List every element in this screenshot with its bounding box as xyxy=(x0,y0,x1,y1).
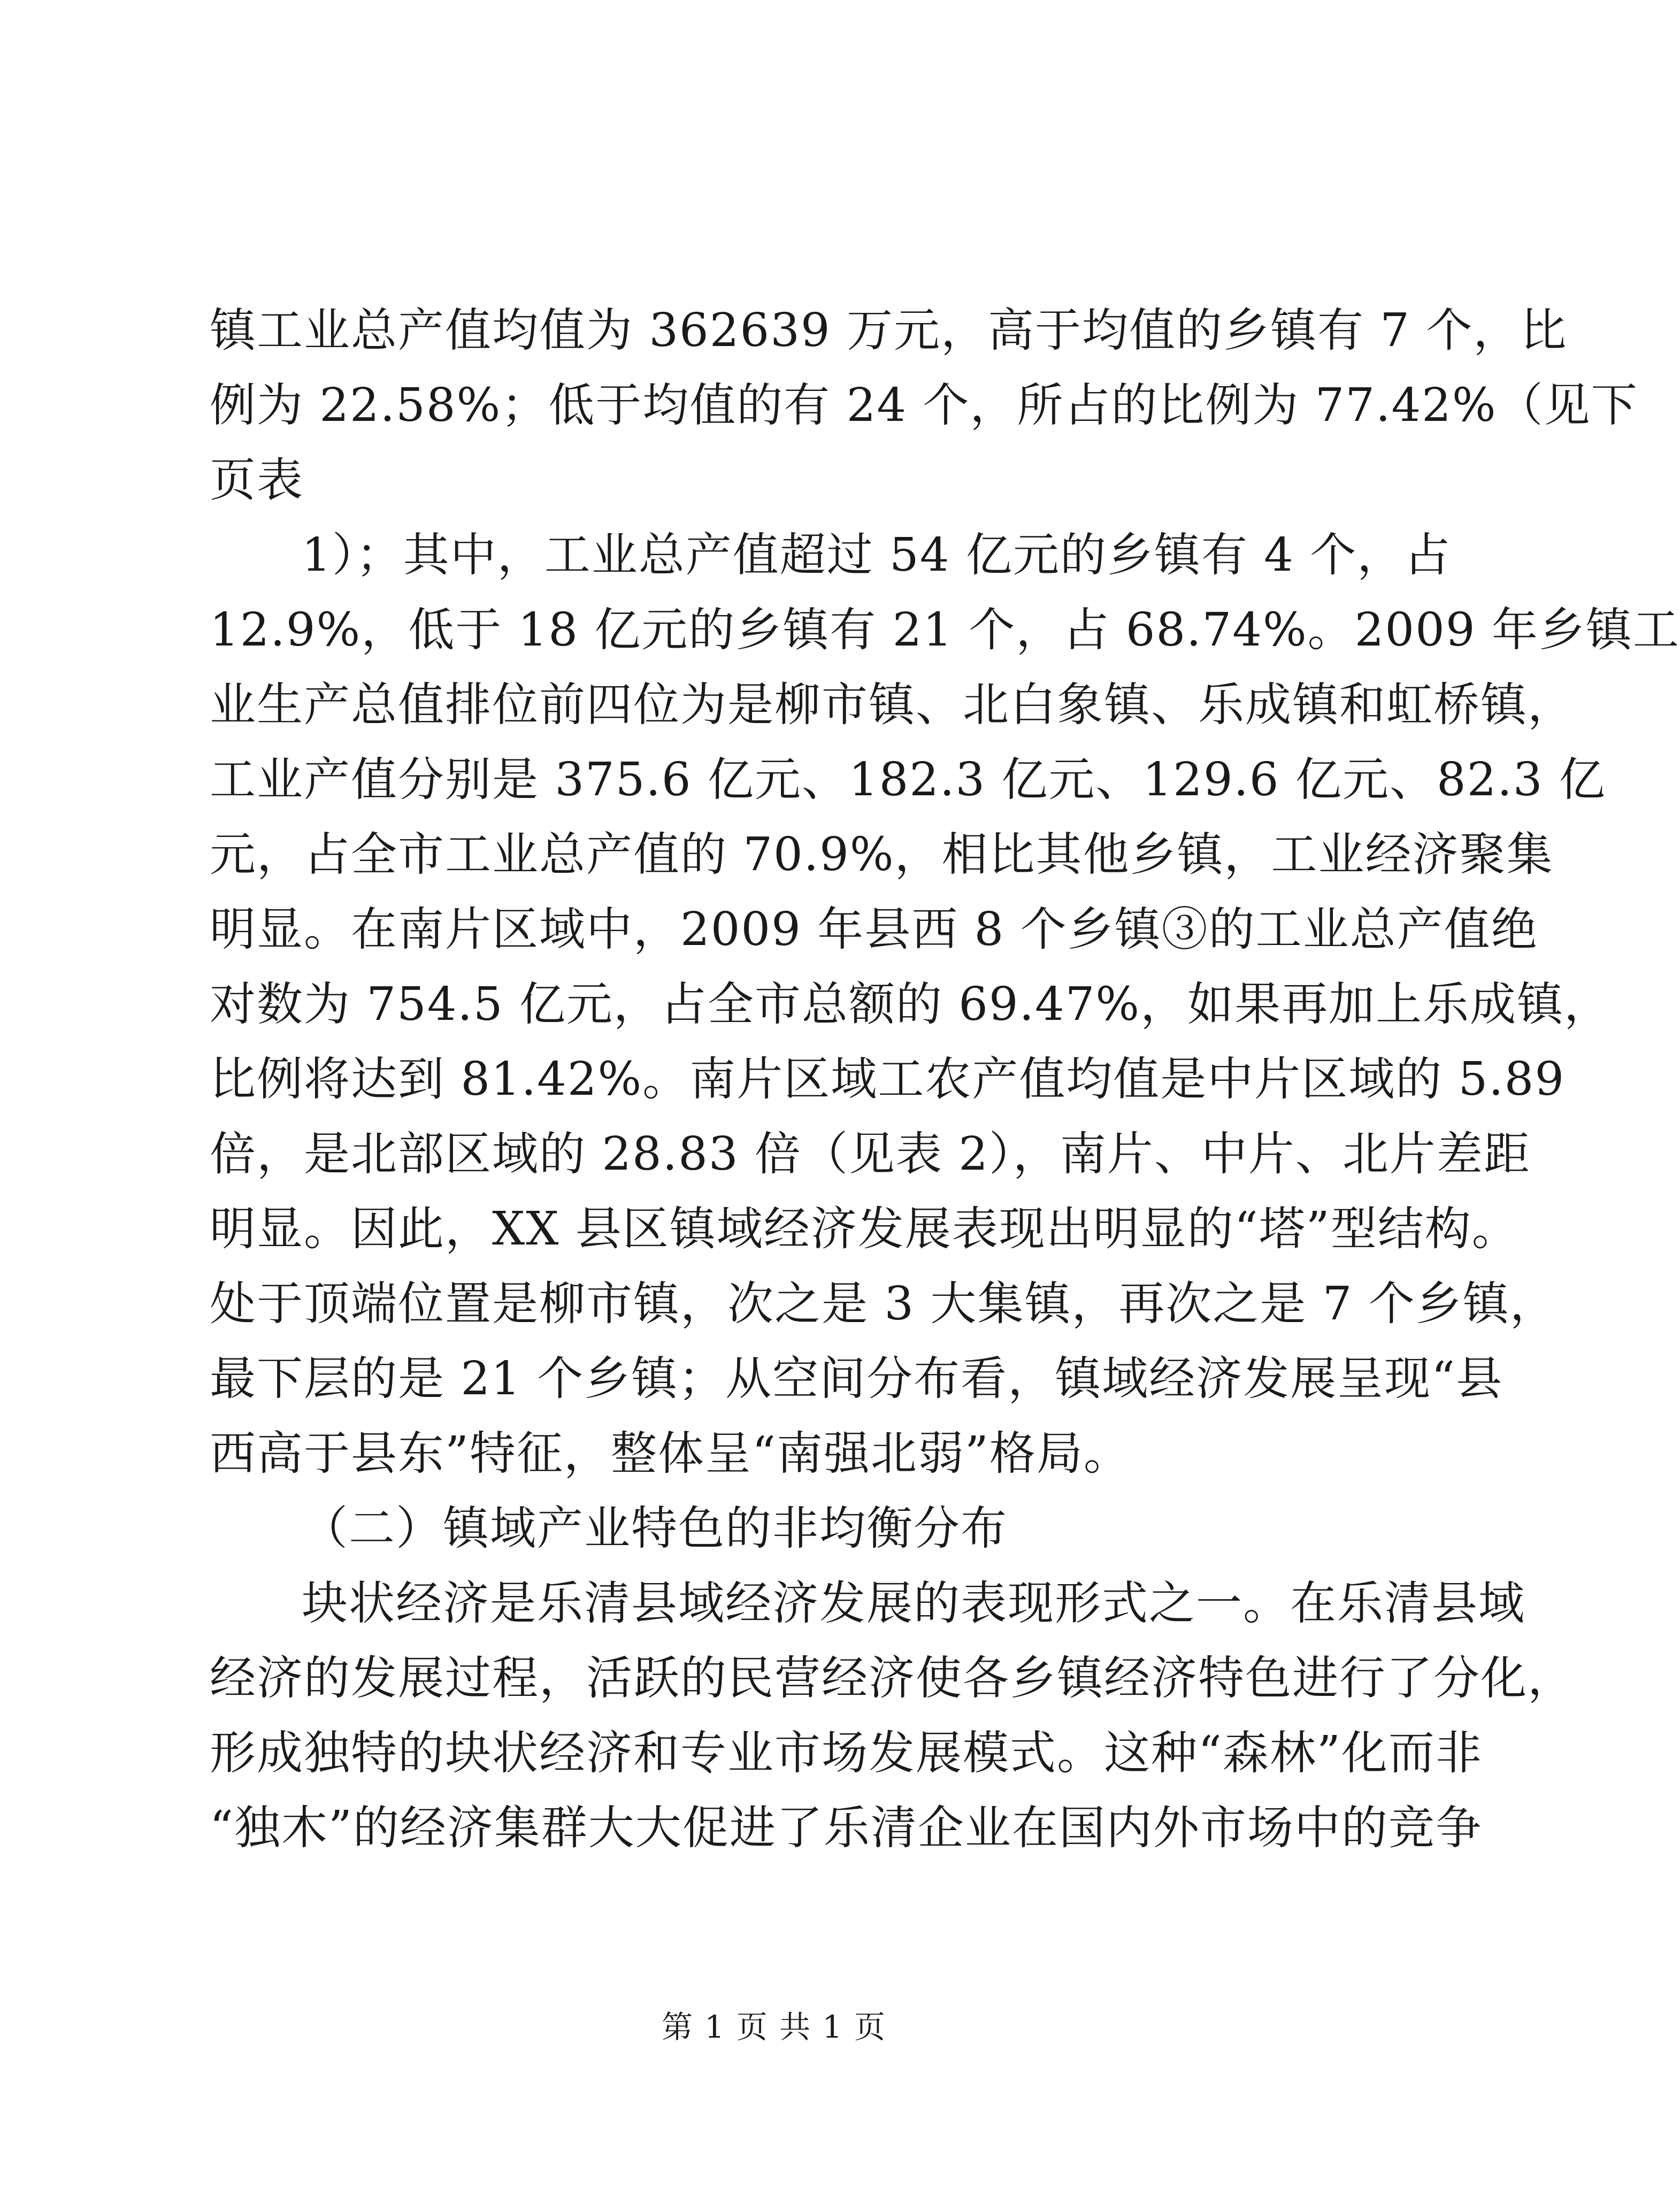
text-line: 最下层的是 21 个乡镇；从空间分布看，镇域经济发展呈现“县 xyxy=(210,1352,1503,1405)
text-line: 业生产总值排位前四位为是柳市镇、北白象镇、乐成镇和虹桥镇， xyxy=(210,678,1575,732)
text-line: 比例将达到 81.42%。南片区域工农产值均值是中片区域的 5.89 xyxy=(210,1053,1566,1106)
section-heading: （二）镇域产业特色的非均衡分布 xyxy=(302,1502,1008,1555)
text-line: 形成独特的块状经济和专业市场发展模式。这种“森林”化而非 xyxy=(210,1726,1483,1780)
text-line: 西高于县东”特征，整体呈“南强北弱”格局。 xyxy=(210,1427,1131,1480)
text-line: 处于顶端位置是柳市镇，次之是 3 大集镇，再次之是 7 个乡镇， xyxy=(210,1277,1557,1331)
text-line: 明显。在南片区域中，2009 年县西 8 个乡镇③的工业总产值绝 xyxy=(210,903,1538,956)
page-number-label: 第 1 页 共 1 页 xyxy=(662,2009,886,2045)
text-line: 倍，是北部区域的 28.83 倍（见表 2），南片、中片、北片差距 xyxy=(210,1127,1531,1181)
text-line: “独木”的经济集群大大促进了乐清企业在国内外市场中的竞争 xyxy=(210,1801,1483,1855)
page-footer xyxy=(0,2008,1548,2046)
text-line: 工业产值分别是 375.6 亿元、182.3 亿元、129.6 亿元、82.3 亿 xyxy=(210,753,1606,807)
text-line: 块状经济是乐清县域经济发展的表现形式之一。在乐清县域 xyxy=(302,1577,1525,1630)
text-line: 元，占全市工业总产值的 70.9%，相比其他乡镇，工业经济聚集 xyxy=(210,828,1554,881)
text-line: 12.9%，低于 18 亿元的乡镇有 21 个，占 68.74%。2009 年乡镇工 xyxy=(210,603,1680,657)
text-line: 对数为 754.5 亿元，占全市总额的 69.47%，如果再加上乐成镇， xyxy=(210,978,1612,1031)
text-line: 例为 22.58%；低于均值的有 24 个，所占的比例为 77.42%（见下 xyxy=(210,379,1638,432)
text-line: 镇工业总产值均值为 362639 万元，高于均值的乡镇有 7 个，比 xyxy=(210,304,1568,357)
text-line: 页表 xyxy=(210,454,304,507)
text-line: 经济的发展过程，活跃的民营经济使各乡镇经济特色进行了分化， xyxy=(210,1652,1575,1705)
document-body xyxy=(210,293,1680,1865)
text-line: 明显。因此，XX 县区镇域经济发展表现出明显的“塔”型结构。 xyxy=(210,1202,1519,1256)
text-line: 1）；其中，工业总产值超过 54 亿元的乡镇有 4 个，占 xyxy=(302,528,1452,582)
